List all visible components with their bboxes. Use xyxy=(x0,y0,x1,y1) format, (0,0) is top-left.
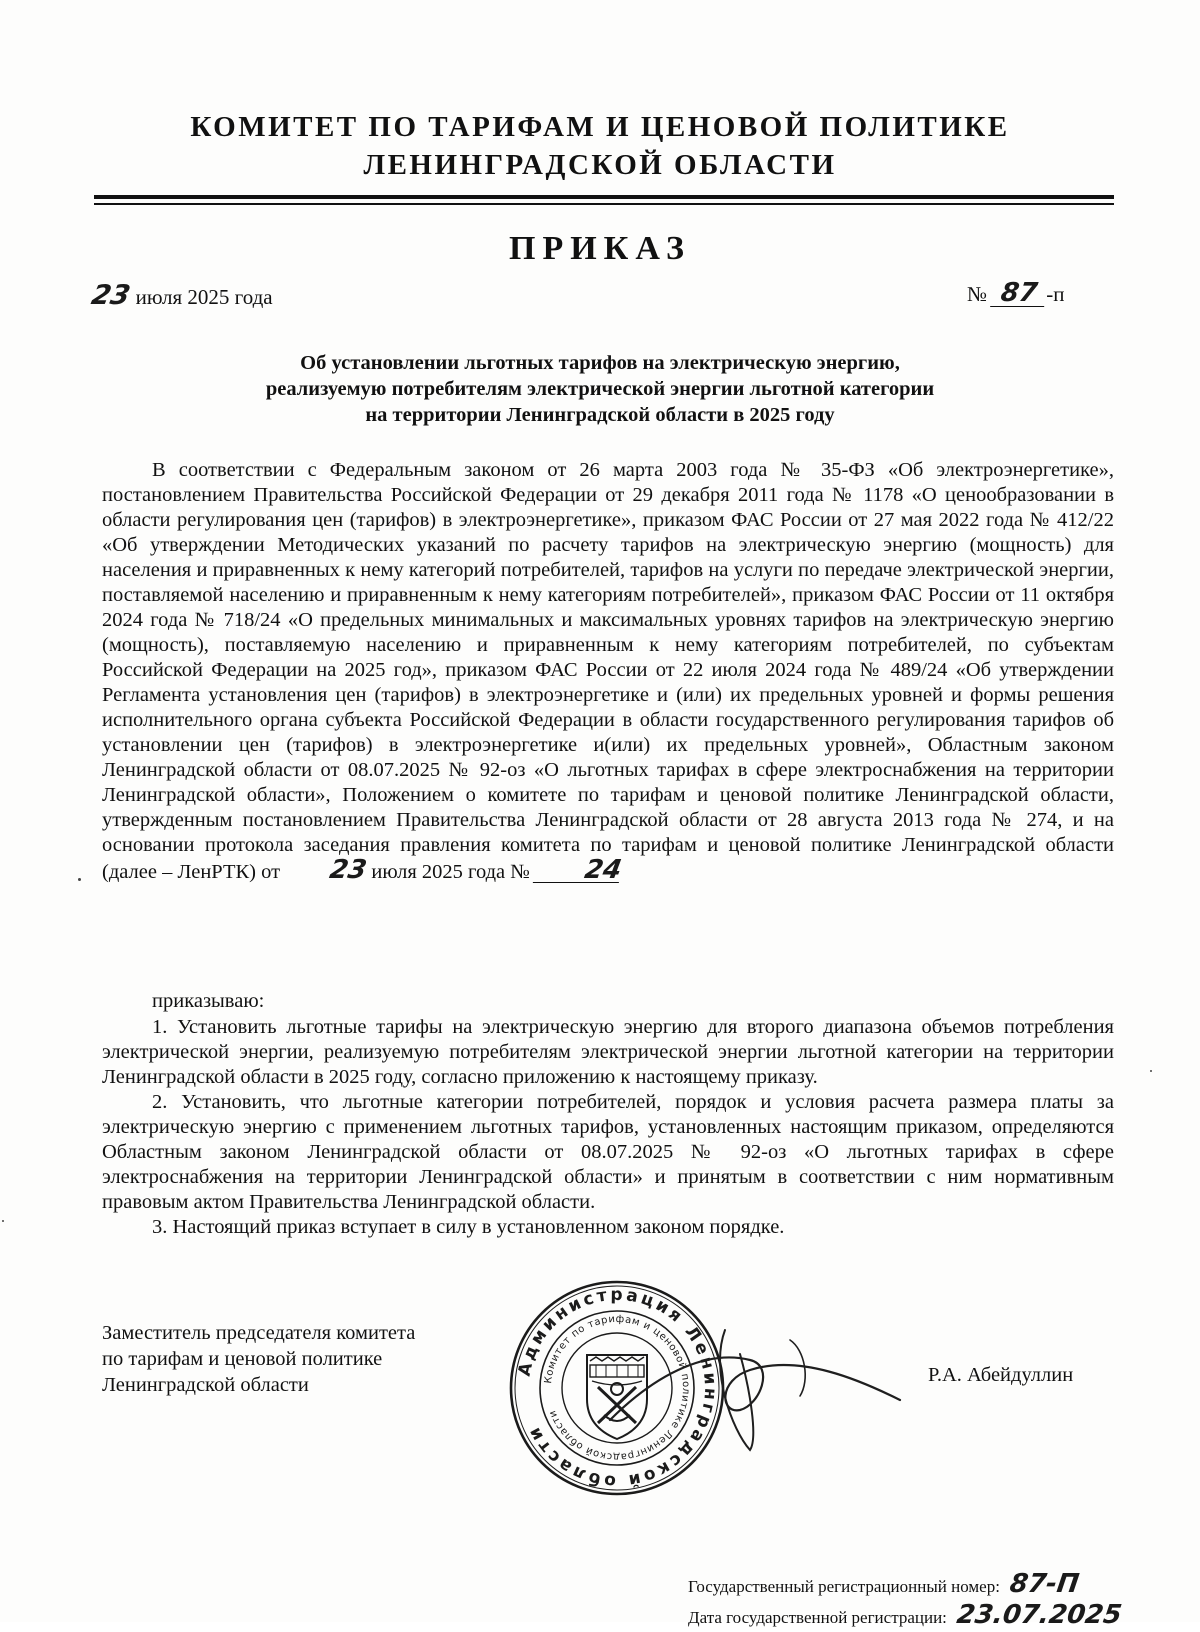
order-item-2: 2. Установить, что льготные категории потребителей, порядок и условия расчета размера платы за электрическую энергию с применением льготных тарифов, установленных настоящим приказом, определяются Областным законом Ленинградской области от 08.07.2025 № 92-оз «О льготных тарифах в сфере электроснабжения на территории Ленинградской области» и принятым в соответствии с ним нормативным правовым актом Правительства Ленинградской области. xyxy=(102,1091,1114,1213)
order-number-suffix: -п xyxy=(1046,282,1065,306)
seal-inner-text: Комитет по тарифам и ценовой политике Ленинградской области xyxy=(543,1313,692,1463)
order-number-handwritten: 87 xyxy=(990,280,1048,307)
signatory-title-line-1: Заместитель председателя комитета xyxy=(102,1322,416,1344)
scan-speck xyxy=(2,1220,4,1222)
issuer-header xyxy=(0,108,1200,184)
subject-line-2: реализуемую потребителям электрической энергии льготной категории xyxy=(265,378,935,400)
subject-line-1: Об установлении льготных тарифов на электрическую энергию, xyxy=(300,352,900,374)
seal-outer-text: Администрация Ленинградской области xyxy=(514,1284,721,1492)
registration-number-label: Государственный регистрационный номер: xyxy=(688,1577,1000,1596)
order-item-1: 1. Установить льготные тарифы на электрическую энергию для второго диапазона объемов потребления электрической энергии, реализуемую потребителям электрической энергии льготной категории на территории Ленинградской области в 2025 году, согласно приложению к настоящему приказу. xyxy=(102,1016,1114,1088)
scan-speck xyxy=(78,878,81,881)
protocol-date-rest: июля 2025 года № xyxy=(371,861,530,883)
order-item-3: 3. Настоящий приказ вступает в силу в установленном законом порядке. xyxy=(152,1216,785,1238)
order-number xyxy=(967,280,1065,307)
protocol-day-handwritten: 23 xyxy=(327,855,369,885)
signatory-title-line-2: по тарифам и ценовой политике xyxy=(102,1348,383,1370)
preamble-text: В соответствии с Федеральным законом от 26 марта 2003 года № 35-ФЗ «Об электроэнергетике», постановлением Правительства Российской Федерации от 29 декабря 2011 года № 1178 «О ценообразовании в области регулирования цен (тарифов) в электроэнергетике», приказом ФАС России от 27 мая 2022 года № 412/22 «Об утверждении Методических указаний по расчету тарифов на электрическую энергию (мощность) для населения и приравненных к нему категорий потребителей, тарифов на услуги по передаче электрической энергии, поставляемой населению и приравненным к нему категориям потребителей», приказом ФАС России от 11 октября 2024 года № 718/24 «О предельных минимальных и максимальных уровнях тарифов на электрическую энергию (мощность), поставляемую населению и приравненным к нему категориям потребителей, по субъектам Российской Федерации на 2025 год», приказом ФАС России от 22 июля 2024 года № 489/24 «Об утверждении Регламента установления цен (тарифов) в электроэнергетике и (или) их предельных уровней и формы решения исполнительного органа субъекта Российской Федерации в области государственного регулирования тарифов об установлении цен (тарифов) в электроэнергетике и(или) их предельных уровней», Областным законом Ленинградской области от 08.07.2025 № 92-оз «О льготных тарифах в сфере электроснабжения на территории Ленинградской области», Положением о комитете по тарифам и ценовой политике Ленинградской области, утвержденным постановлением Правительства Ленинградской области от 28 августа 2013 года № 274, и на основании протокола заседания правления комитета по тарифам и ценовой политике Ленинградской области (далее – ЛенРТК) xyxy=(102,459,1114,883)
order-date-rest: июля 2025 года xyxy=(135,285,273,309)
issuer-line-1: КОМИТЕТ ПО ТАРИФАМ И ЦЕНОВОЙ ПОЛИТИКЕ xyxy=(190,111,1010,143)
protocol-number-handwritten: 24 xyxy=(533,858,624,883)
state-registration-block xyxy=(688,1570,1122,1632)
signatory-title-line-3: Ленинградской области xyxy=(102,1374,309,1396)
order-date-day-handwritten: 23 xyxy=(88,280,133,311)
order-number-prefix: № xyxy=(967,282,988,306)
document-type-title: ПРИКАЗ xyxy=(509,230,691,267)
operative-word: приказываю: xyxy=(152,990,265,1012)
issuer-line-2: ЛЕНИНГРАДСКОЙ ОБЛАСТИ xyxy=(363,149,837,181)
order-date xyxy=(88,280,273,311)
registration-number-row xyxy=(688,1570,1122,1601)
order-items xyxy=(102,1015,1114,1240)
signatory-name: Р.А. Абейдуллин xyxy=(928,1364,1074,1386)
header-rule-thin xyxy=(94,203,1114,205)
protocol-from: от xyxy=(261,861,281,883)
header-rule-thick xyxy=(94,195,1114,199)
preamble-paragraph xyxy=(102,458,1114,885)
registration-date-handwritten: 23.07.2025 xyxy=(955,1600,1124,1630)
scan-speck xyxy=(1150,1070,1152,1072)
registration-number-handwritten: 87-П xyxy=(1008,1569,1082,1599)
registration-date-row xyxy=(688,1601,1122,1632)
order-subject xyxy=(0,350,1200,428)
registration-date-label: Дата государственной регистрации: xyxy=(688,1608,947,1627)
subject-line-3: на территории Ленинградской области в 2025 году xyxy=(365,404,835,426)
signatory-title xyxy=(102,1320,415,1398)
